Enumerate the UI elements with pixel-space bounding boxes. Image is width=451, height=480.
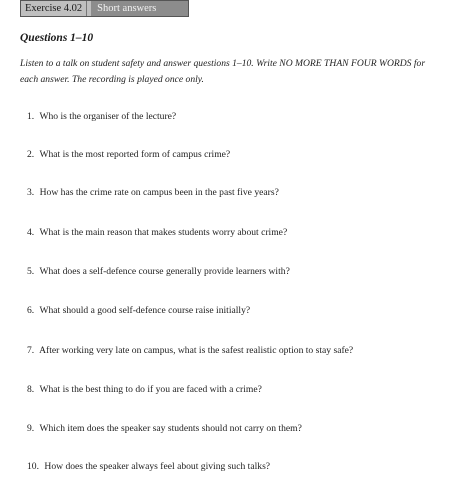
question-text: After working very late on campus, what is the safest realistic option to stay safe? — [39, 345, 354, 356]
question-7 — [27, 345, 353, 356]
question-8 — [27, 384, 262, 395]
question-text: What is the main reason that makes students worry about crime? — [39, 227, 288, 238]
question-text: Which item does the speaker say students should not carry on them? — [39, 423, 302, 434]
question-5 — [27, 266, 290, 277]
question-text: Who is the organiser of the lecture? — [39, 111, 177, 122]
section-instructions: Listen to a talk on student safety and answer questions 1–10. Write NO MORE THAN FOUR WORDS for each answer. The recording is played once only. — [20, 58, 426, 85]
question-number: 1. — [27, 111, 35, 122]
question-number: 4. — [27, 227, 35, 238]
question-10 — [27, 461, 270, 472]
question-4 — [27, 227, 287, 238]
exercise-tag — [20, 0, 189, 17]
question-9 — [27, 423, 302, 434]
question-text: What is the most reported form of campus crime? — [39, 149, 231, 160]
question-text: How has the crime rate on campus been in the past five years? — [39, 187, 279, 198]
question-number: 5. — [27, 266, 35, 277]
question-number: 9. — [27, 423, 35, 434]
question-number: 7. — [27, 345, 35, 356]
question-number: 8. — [27, 384, 35, 395]
question-6 — [27, 305, 250, 316]
question-number: 10. — [27, 461, 39, 472]
question-number: 6. — [27, 305, 35, 316]
question-text: What should a good self-defence course raise initially? — [39, 305, 251, 316]
question-text: How does the speaker always feel about giving such talks? — [44, 461, 271, 472]
question-text: What does a self-defence course generally provide learners with? — [39, 266, 290, 277]
question-number: 3. — [27, 187, 35, 198]
question-text: What is the best thing to do if you are faced with a crime? — [39, 384, 262, 395]
question-number: 2. — [27, 149, 35, 160]
exercise-label: Exercise 4.02 — [25, 3, 83, 14]
question-1 — [27, 111, 176, 122]
question-2 — [27, 149, 230, 160]
question-3 — [27, 187, 279, 198]
exercise-title: Short answers — [91, 1, 188, 16]
section-heading: Questions 1–10 — [20, 32, 94, 44]
exercise-divider — [86, 1, 87, 16]
